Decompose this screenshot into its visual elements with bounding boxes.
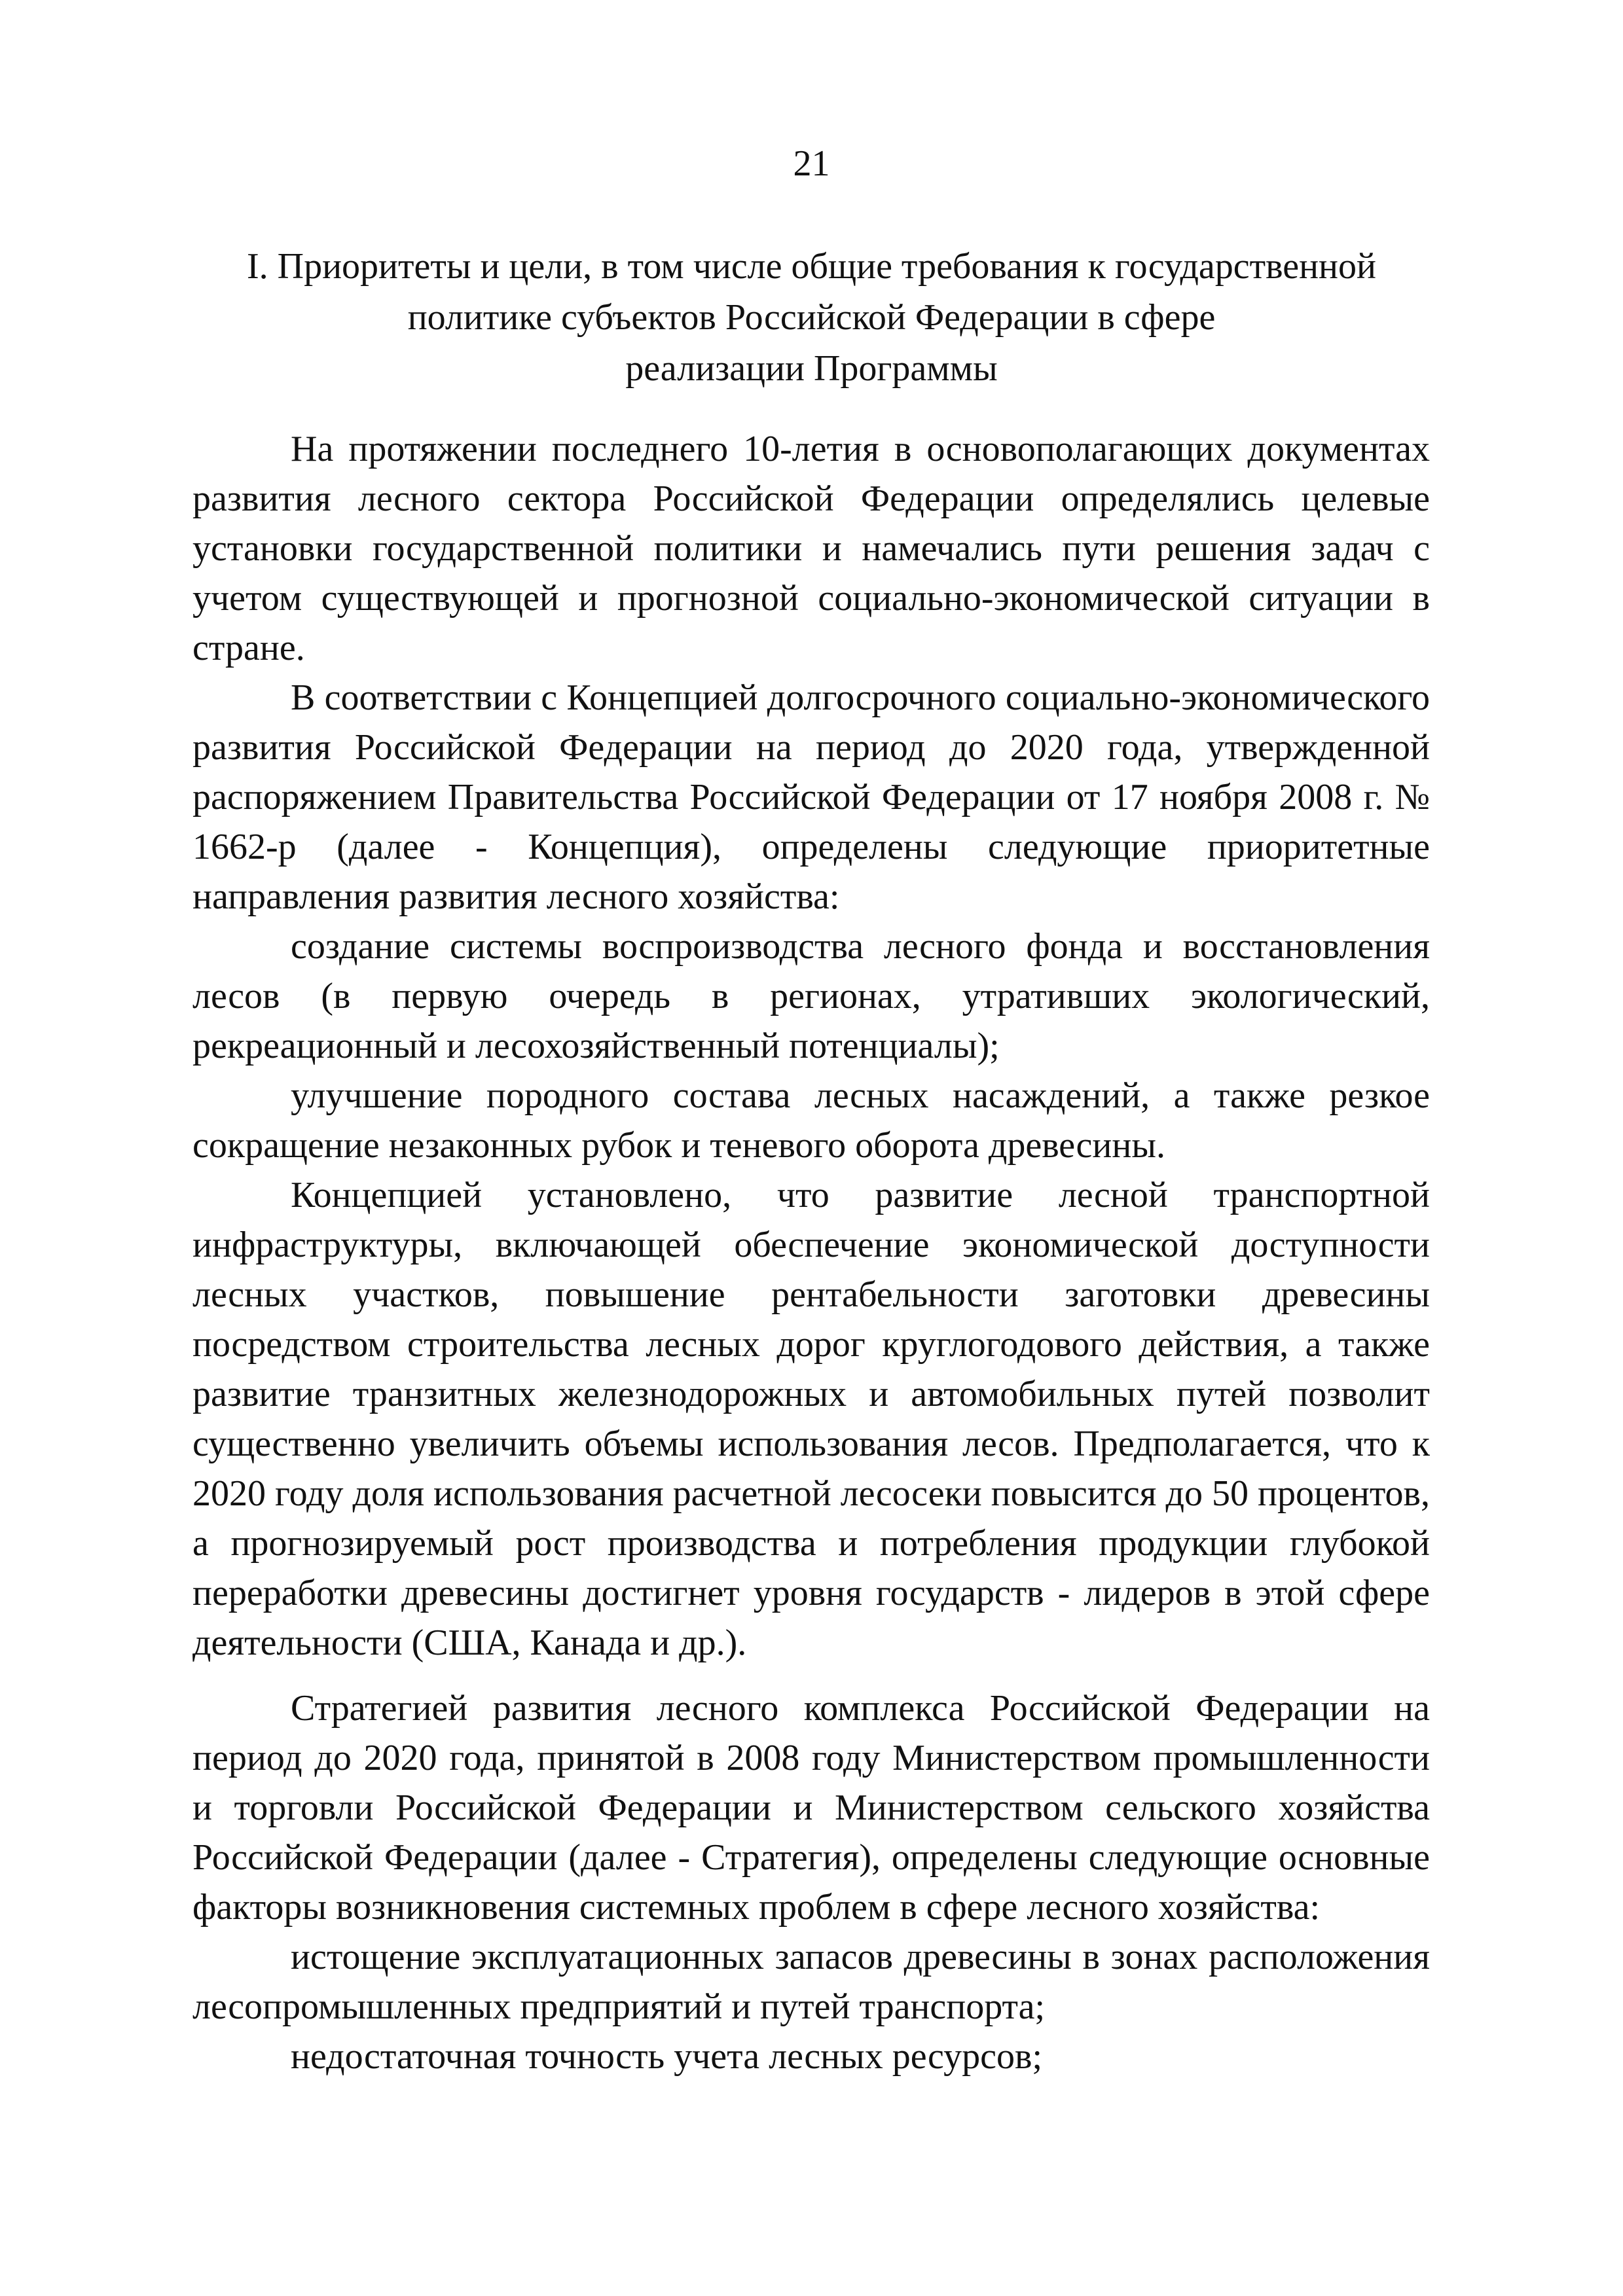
paragraph: улучшение породного состава лесных насаждений, а также резкое сокращение незаконных рубок и теневого оборота древесины. [192, 1075, 1430, 1166]
body-text [192, 424, 1430, 2081]
paragraph: Стратегией развития лесного комплекса Российской Федерации на период до 2020 года, принятой в 2008 году Министерством промышленности и торговли Российской Федерации и Министерством сельского хозяйства Российской Федерации (далее - Стратегия), определены следующие основные факторы возникновения системных проблем в сфере лесного хозяйства: [192, 1688, 1430, 1928]
paragraph: В соответствии с Концепцией долгосрочного социально-экономического развития Российской Федерации на период до 2020 года, утвержденной распоряжением Правительства Российской Федерации от 17 ноября 2008 г. № 1662-р (далее - Концепция), определены следующие приоритетные направления развития лесного хозяйства: [192, 677, 1430, 917]
heading-line-1: I. Приоритеты и цели, в том числе общие требования к государственной [246, 246, 1376, 287]
section-heading [164, 241, 1459, 394]
heading-line-2: политике субъектов Российской Федерации в сфере [407, 297, 1216, 338]
paragraph: истощение эксплуатационных запасов древесины в зонах расположения лесопромышленных предприятий и путей транспорта; [192, 1937, 1430, 2027]
heading-line-3: реализации Программы [625, 348, 998, 389]
paragraph: На протяжении последнего 10-летия в основополагающих документах развития лесного сектора Российской Федерации определялись целевые установки государственной политики и намечались пути решения задач с учетом существующей и прогнозной социально-экономической ситуации в стране. [192, 429, 1430, 668]
paragraph: Концепцией установлено, что развитие лесной транспортной инфраструктуры, включающей обеспечение экономической доступности лесных участков, повышение рентабельности заготовки древесины посредством строительства лесных дорог круглогодового действия, а также развитие транзитных железнодорожных и автомобильных путей позволит существенно увеличить объемы использования лесов. Предполагается, что к 2020 году доля использования расчетной лесосеки повысится до 50 процентов, а прогнозируемый рост производства и потребления продукции глубокой переработки древесины достигнет уровня государств - лидеров в этой сфере деятельности (США, Канада и др.). [192, 1175, 1430, 1663]
page-number: 21 [793, 143, 830, 184]
paragraph: недостаточная точность учета лесных ресурсов; [291, 2036, 1042, 2077]
paragraph: создание системы воспроизводства лесного фонда и восстановления лесов (в первую очередь в регионах, утративших экологический, рекреационный и лесохозяйственный потенциалы); [192, 926, 1430, 1066]
